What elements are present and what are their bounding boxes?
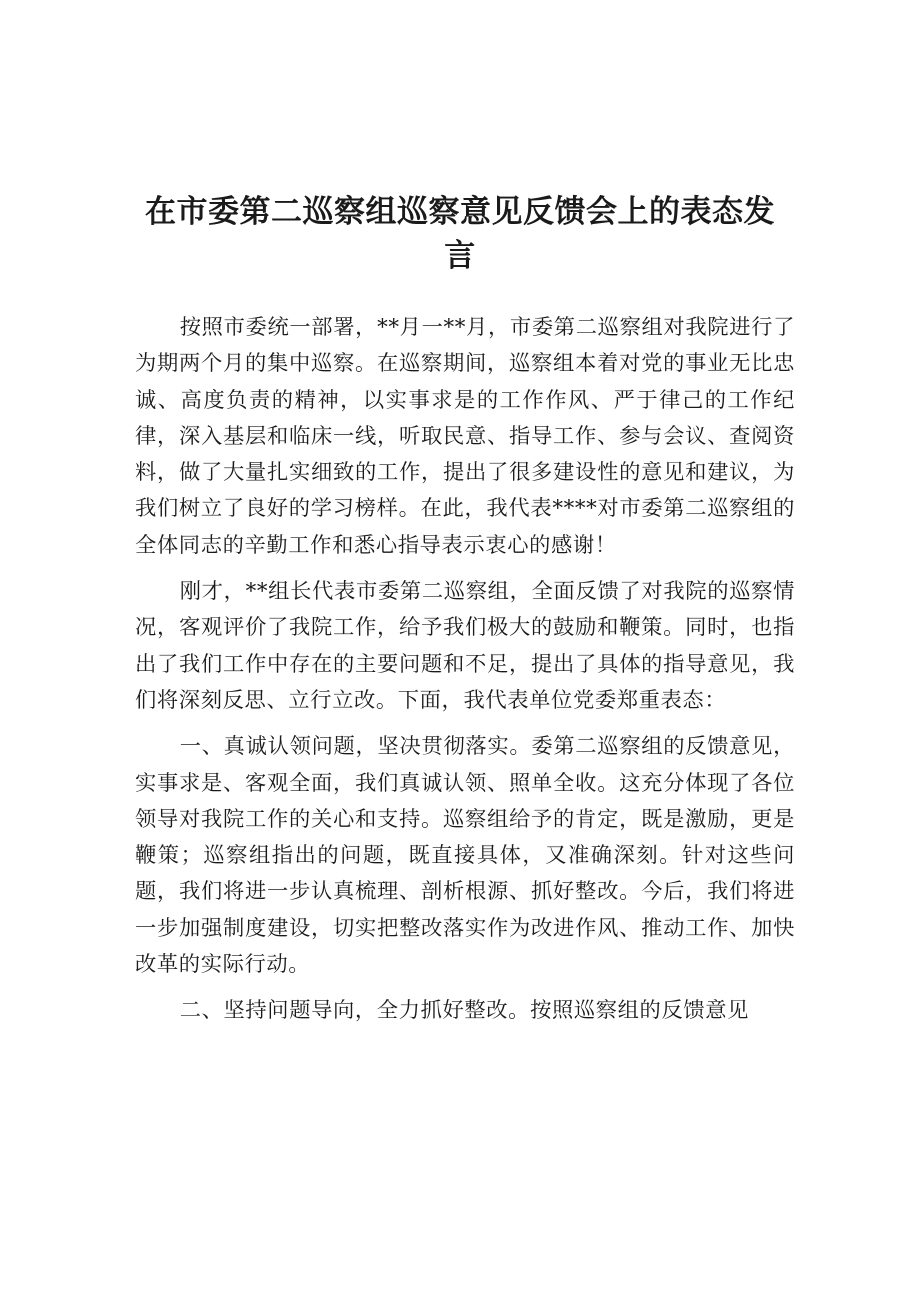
paragraph-feedback: 刚才，**组长代表市委第二巡察组，全面反馈了对我院的巡察情况，客观评价了我院工作，给予我们极大的鼓励和鞭策。同时，也指出了我们工作中存在的主要问题和不足，提出了具体的指导意见，我们将深刻反思、立行立改。下面，我代表单位党委郑重表态：	[135, 579, 795, 713]
document-title: 在市委第二巡察组巡察意见反馈会上的表态发言	[145, 194, 775, 274]
paragraph-intro: 按照市委统一部署，**月一**月，市委第二巡察组对我院进行了为期两个月的集中巡察。在巡察期间，巡察组本着对党的事业无比忠诚、高度负责的精神，以实事求是的工作作风、严于律己的工作纪律，深入基层和临床一线，听取民意、指导工作、参与会议、查阅资料，做了大量扎实细致的工作，提出了很多建设性的意见和建议，为我们树立了良好的学习榜样。在此，我代表****对市委第二巡察组的全体同志的辛勤工作和悉心指导表示衷心的感谢！	[135, 315, 795, 558]
paragraph-point-two: 二、坚持问题导向，全力抓好整改。按照巡察组的反馈意见	[179, 998, 750, 1024]
document-body	[135, 310, 795, 1030]
paragraph-point-one: 一、真诚认领问题，坚决贯彻落实。委第二巡察组的反馈意见，实事求是、客观全面，我们真诚认领、照单全收。这充分体现了各位领导对我院工作的关心和支持。巡察组给予的肯定，既是激励，更是鞭策；巡察组指出的问题，既直接具体，又准确深刻。针对这些问题，我们将进一步认真梳理、剖析根源、抓好整改。今后，我们将进一步加强制度建设，切实把整改落实作为改进作风、推动工作、加快改革的实际行动。	[135, 734, 795, 978]
